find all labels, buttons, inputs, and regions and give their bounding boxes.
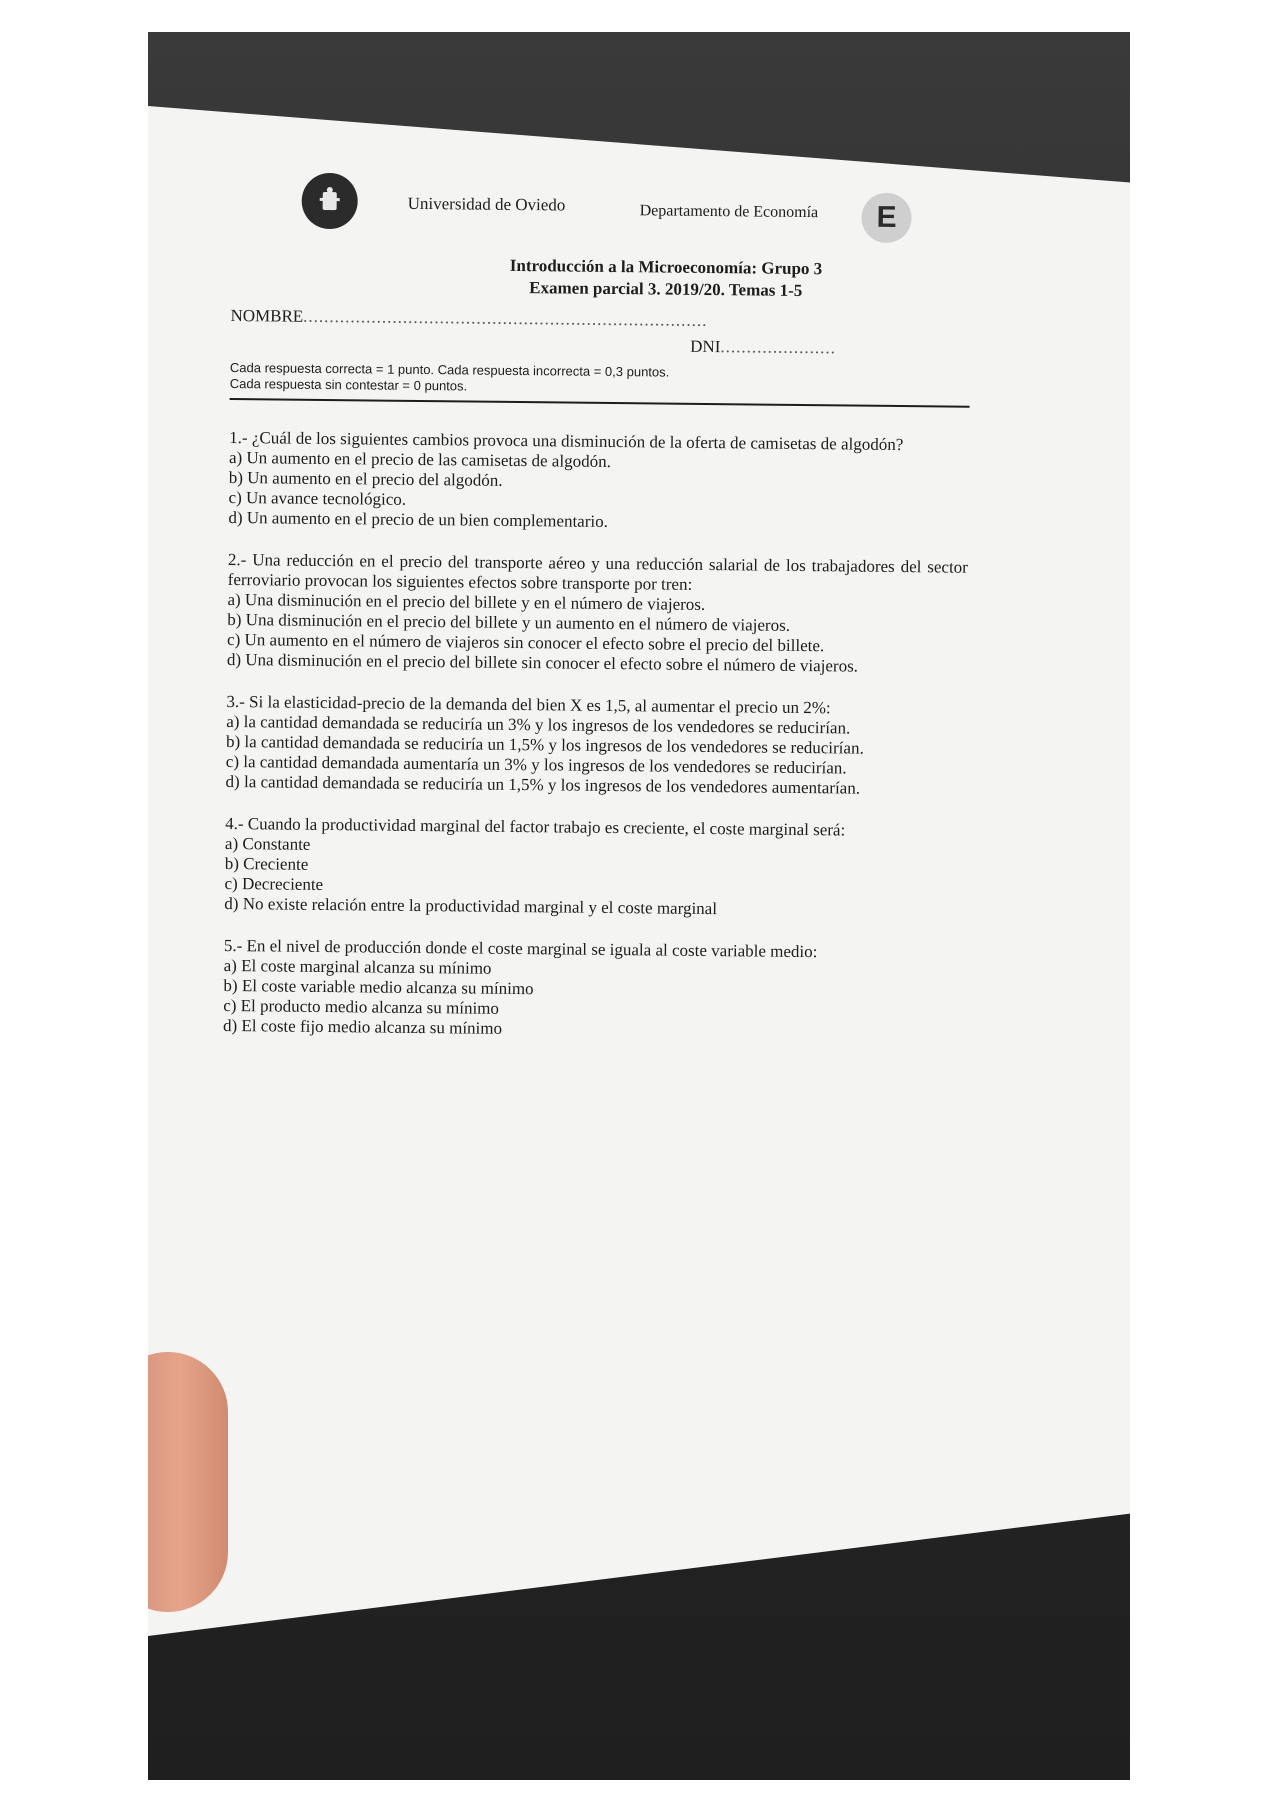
header <box>231 172 992 244</box>
exam-sheet <box>223 172 992 1066</box>
question-text: 2.- Una reducción en el precio del transporte aéreo y una reducción salarial de los trabajadores del sector ferroviario provocan los siguientes efectos sobre transporte por tren: <box>227 549 969 594</box>
question-3 <box>226 692 987 800</box>
option-b: b) El coste variable medio alcanza su mínimo <box>223 975 534 999</box>
option-a: a) El coste marginal alcanza su mínimo <box>223 955 492 978</box>
university-crest-icon <box>301 173 358 230</box>
option-c: c) El producto medio alcanza su mínimo <box>223 995 500 1018</box>
student-fields <box>230 304 991 364</box>
dni-field <box>690 335 836 361</box>
question-text: 3.- Si la elasticidad-precio de la demanda del bien X es 1,5, al aumentar el precio un 2%: <box>226 691 831 718</box>
question-5 <box>223 936 984 1044</box>
option-a: a) Un aumento en el precio de las camisetas de algodón. <box>228 447 611 471</box>
dni-dots: ...................... <box>720 337 837 358</box>
option-c: c) Decreciente <box>224 873 324 894</box>
scoring-line-2: Cada respuesta sin contestar = 0 puntos. <box>229 375 468 394</box>
nombre-field <box>230 304 707 333</box>
option-d: d) El coste fijo medio alcanza su mínimo <box>222 1015 503 1038</box>
option-d: d) Una disminución en el precio del billete sin conocer el efecto sobre el número de viajeros. <box>226 649 859 676</box>
option-b: b) Una disminución en el precio del billete y un aumento en el número de viajeros. <box>227 609 791 635</box>
department-name: Departamento de Economía <box>639 202 819 222</box>
option-a: a) la cantidad demandada se reduciría un 3% y los ingresos de los vendedores se reducirían. <box>226 711 851 738</box>
scoring-rules <box>230 360 990 400</box>
question-text: 1.- ¿Cuál de los siguientes cambios provoca una disminución de la oferta de camisetas de algodón? <box>229 427 904 455</box>
question-list <box>223 428 989 1044</box>
option-d: d) No existe relación entre la productividad marginal y el coste marginal <box>224 893 718 919</box>
exam-titles <box>231 252 991 304</box>
option-b: b) Creciente <box>224 853 309 874</box>
photo-background <box>148 32 1130 1780</box>
option-a: a) Constante <box>224 833 311 854</box>
option-c: c) Un avance tecnológico. <box>228 487 407 509</box>
option-c: c) Un aumento en el número de viajeros sin conocer el efecto sobre el precio del billete. <box>227 629 825 656</box>
nombre-dots: ............................................................................. <box>303 306 708 330</box>
finger <box>148 1352 228 1612</box>
exam-subtitle: Examen parcial 3. 2019/20. Temas 1-5 <box>529 278 803 300</box>
option-a: a) Una disminución en el precio del billete y en el número de viajeros. <box>227 589 706 614</box>
option-c: c) la cantidad demandada aumentaría un 3% y los ingresos de los vendedores se reducirían. <box>225 751 847 778</box>
question-text: 5.- En el nivel de producción donde el coste marginal se iguala al coste variable medio: <box>223 935 818 962</box>
university-name: Universidad de Oviedo <box>407 193 566 215</box>
divider <box>230 398 970 408</box>
exam-title: Introducción a la Microeconomía: Grupo 3 <box>509 255 823 279</box>
dni-label: DNI <box>690 336 721 357</box>
question-2 <box>227 550 988 678</box>
nombre-label: NOMBRE <box>230 305 304 326</box>
question-1 <box>228 428 989 536</box>
economics-logo-icon: E <box>861 193 912 244</box>
question-4 <box>224 814 985 922</box>
option-d: d) la cantidad demandada se reduciría un 1,5% y los ingresos de los vendedores aumentarían. <box>225 771 861 798</box>
option-d: d) Un aumento en el precio de un bien complementario. <box>228 507 609 531</box>
option-b: b) Un aumento en el precio del algodón. <box>228 467 503 490</box>
question-text: 4.- Cuando la productividad marginal del factor trabajo es creciente, el coste marginal será: <box>225 813 846 840</box>
scoring-line-1: Cada respuesta correcta = 1 punto. Cada respuesta incorrecta = 0,3 puntos. <box>229 359 670 380</box>
option-b: b) la cantidad demandada se reduciría un 1,5% y los ingresos de los vendedores se reducirían. <box>225 731 864 758</box>
